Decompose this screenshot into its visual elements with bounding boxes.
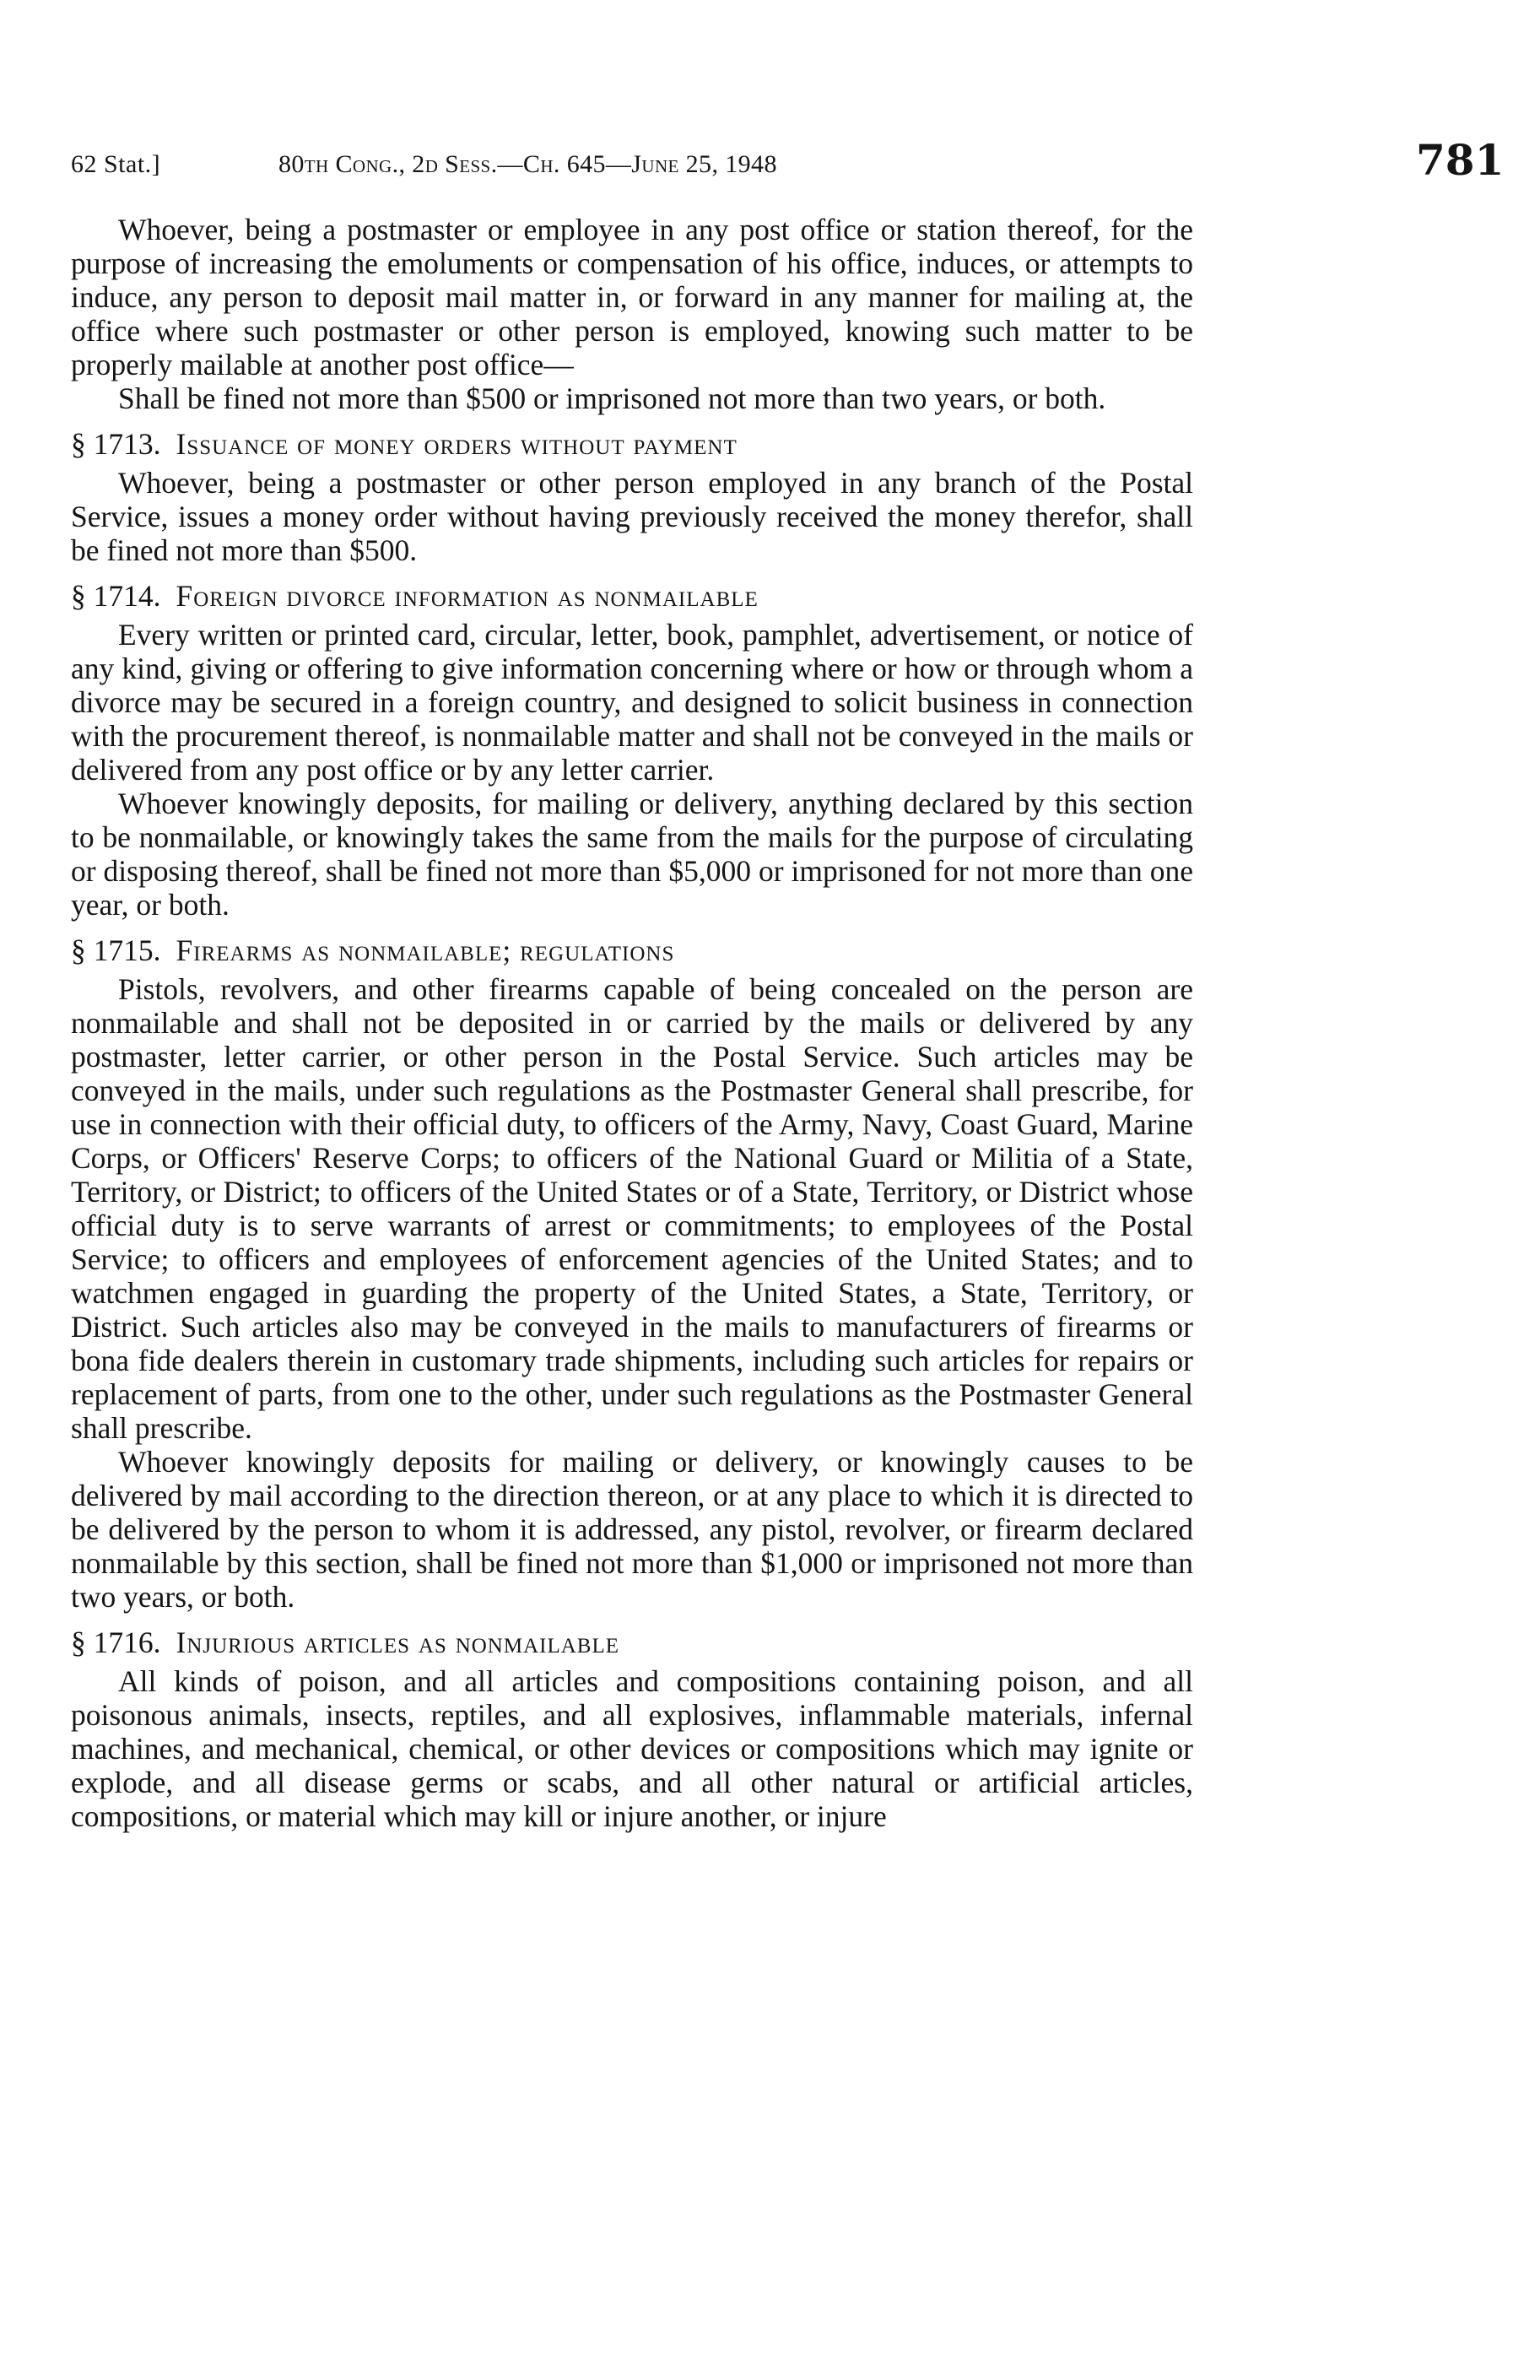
- section-number: § 1713.: [71, 427, 161, 461]
- section-title: Injurious articles as nonmailable: [176, 1625, 620, 1659]
- section-heading-1715: [71, 933, 1193, 967]
- statute-page: [66, 135, 1505, 2329]
- section-heading-1716: [71, 1625, 1193, 1659]
- paragraph: Whoever, being a postmaster or employee in any post office or station thereof, for the purpose of increasing the emoluments or compensation of his office, induces, or attempts to induce, any person to deposit mail matter in, or forward in any manner for mailing at, the office where such postmaster or other person is employed, knowing such matter to be properly mailable at another post office—: [71, 213, 1193, 381]
- section-heading-1714: [71, 579, 1193, 613]
- paragraph: Whoever knowingly deposits, for mailing or delivery, anything declared by this section to be nonmailable, or knowingly takes the same from the mails for the purpose of circulating or disposing thereof, shall be fined not more than $5,000 or imprisoned for not more than one year, or both.: [71, 787, 1193, 922]
- statute-citation: 62 Stat.]: [71, 150, 161, 178]
- section-number: § 1716.: [71, 1625, 161, 1659]
- section-title: Firearms as nonmailable; regulations: [176, 933, 675, 967]
- session-chapter-date: 80th Cong., 2d Sess.—Ch. 645—June 25, 1948: [278, 150, 777, 178]
- page-number: 781: [1416, 135, 1505, 185]
- paragraph: Every written or printed card, circular, letter, book, pamphlet, advertisement, or notice of any kind, giving or offering to give information concerning where or how or through whom a divorce may be secured in a foreign country, and designed to solicit business in connection with the procurement thereof, is nonmailable matter and shall not be conveyed in the mails or delivered from any post office or by any letter carrier.: [71, 618, 1193, 787]
- paragraph: Whoever knowingly deposits for mailing or delivery, or knowingly causes to be delivered by mail according to the direction thereon, or at any place to which it is directed to be delivered by the person to whom it is addressed, any pistol, revolver, or firearm declared nonmailable by this section, shall be fined not more than $1,000 or imprisoned not more than two years, or both.: [71, 1445, 1193, 1614]
- paragraph: All kinds of poison, and all articles and compositions containing poison, and all poisonous animals, insects, reptiles, and all explosives, inflammable materials, infernal machines, and mechanical, chemical, or other devices or compositions which may ignite or explode, and all disease germs or scabs, and all other natural or artificial articles, compositions, or material which may kill or injure another, or injure: [71, 1664, 1193, 1833]
- section-title: Foreign divorce information as nonmailable: [176, 579, 759, 613]
- paragraph: Pistols, revolvers, and other firearms capable of being concealed on the person are nonmailable and shall not be deposited in or carried by the mails or delivered by any postmaster, letter carrier, or other person in the Postal Service. Such articles may be conveyed in the mails, under such regulations as the Postmaster General shall prescribe, for use in connection with their official duty, to officers of the Army, Navy, Coast Guard, Marine Corps, or Officers' Reserve Corps; to officers of the National Guard or Militia of a State, Territory, or District; to officers of the United States or of a State, Territory, or District whose official duty is to serve warrants of arrest or commitments; to employees of the Postal Service; to officers and employees of enforcement agencies of the United States; and to watchmen engaged in guarding the property of the United States, a State, Territory, or District. Such articles also may be conveyed in the mails to manufacturers of firearms or bona fide dealers therein in customary trade shipments, including such articles for repairs or replacement of parts, from one to the other, under such regulations as the Postmaster General shall prescribe.: [71, 972, 1193, 1445]
- section-title: Issuance of money orders without payment: [176, 427, 738, 461]
- paragraph: Shall be fined not more than $500 or imprisoned not more than two years, or both.: [118, 381, 1106, 415]
- paragraph: Whoever, being a postmaster or other person employed in any branch of the Postal Service, issues a money order without having previously received the money therefor, shall be fined not more than $500.: [71, 466, 1193, 567]
- section-number: § 1714.: [71, 579, 161, 613]
- body-text: [71, 213, 1193, 1833]
- section-number: § 1715.: [71, 933, 161, 967]
- section-heading-1713: [71, 427, 1193, 461]
- running-head: [66, 135, 1505, 194]
